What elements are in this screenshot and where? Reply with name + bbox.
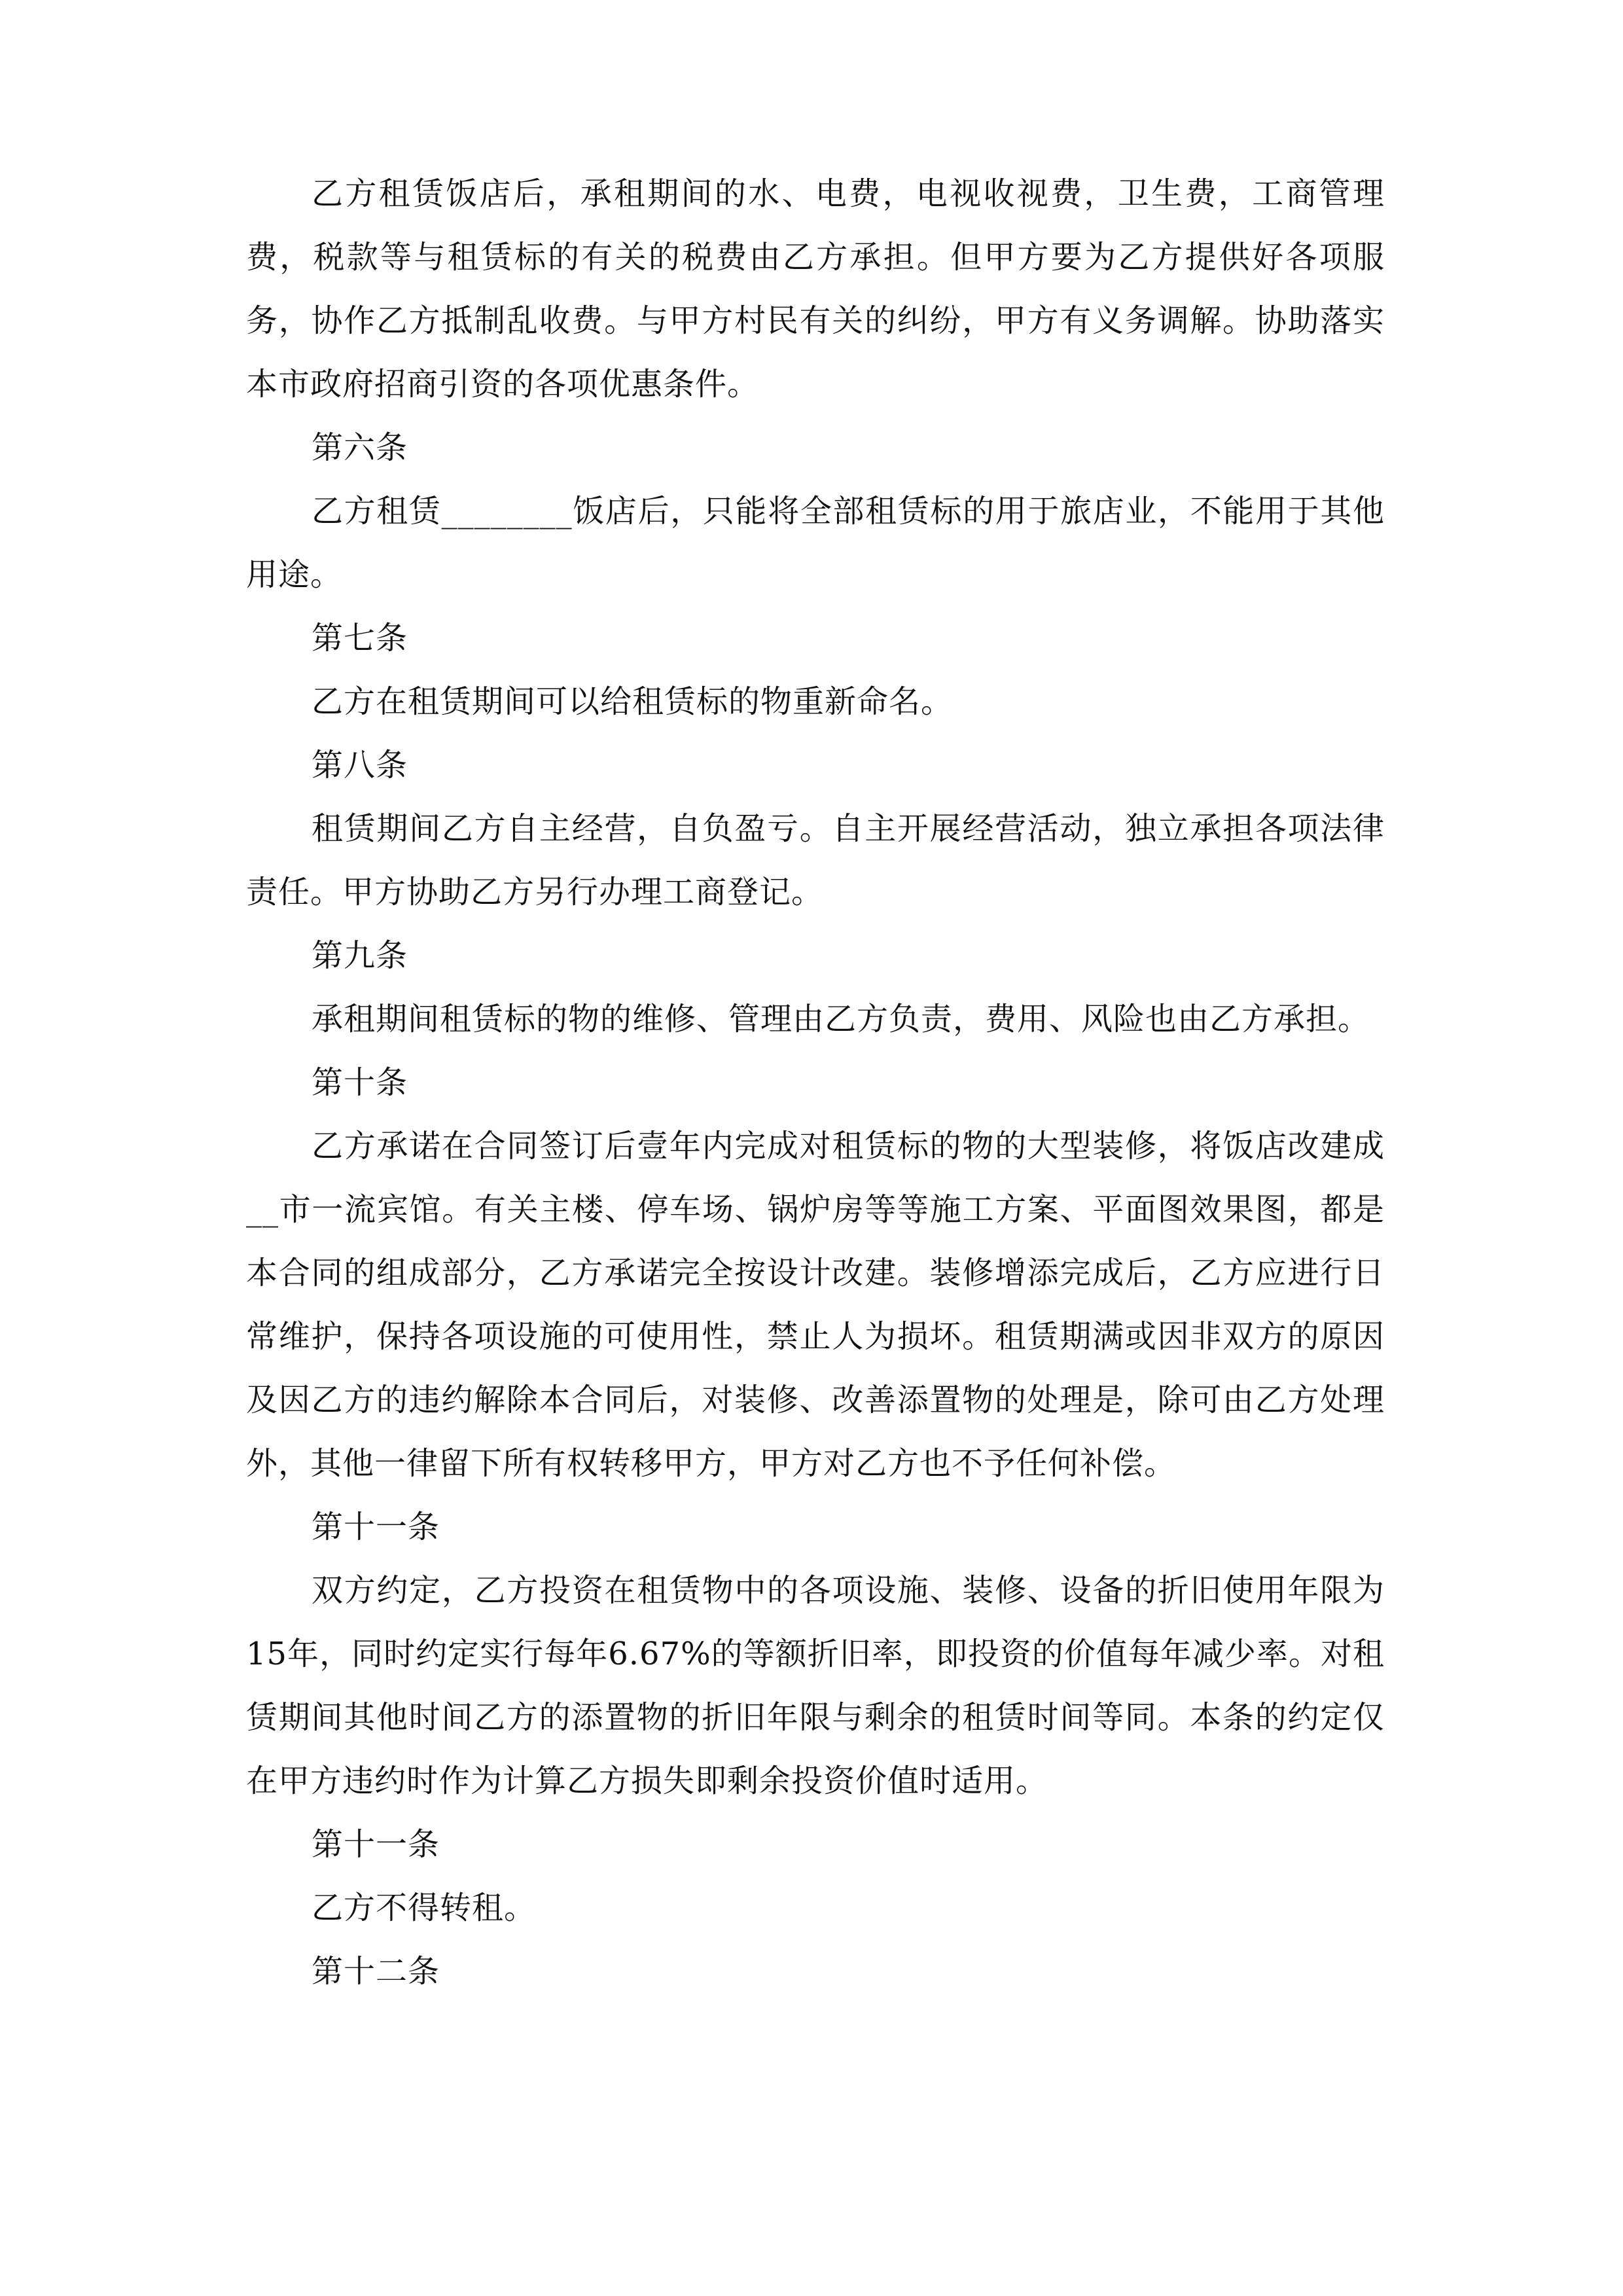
- article-11-heading-repeat: 第十一条: [312, 1826, 440, 1863]
- paragraph-taxes-and-fees: 乙方租赁饭店后，承租期间的水、电费，电视收视费，卫生费，工商管理费，税款等与租赁标的有关的税费由乙方承担。但甲方要为乙方提供好各项服务，协作乙方抵制乱收费。与甲方村民有关的纠纷，甲方有义务调解。协助落实本市政府招商引资的各项优惠条件。: [246, 175, 1385, 403]
- article-12-heading: 第十二条: [312, 1953, 440, 1990]
- article-9-heading: 第九条: [312, 937, 408, 974]
- paragraph-usage-restriction: 乙方租赁________饭店后，只能将全部租赁标的用于旅店业，不能用于其他用途。: [246, 493, 1385, 593]
- paragraph-self-operation: 租赁期间乙方自主经营，自负盈亏。自主开展经营活动，独立承担各项法律责任。甲方协助乙方另行办理工商登记。: [246, 810, 1385, 910]
- paragraph-depreciation: 双方约定，乙方投资在租赁物中的各项设施、装修、设备的折旧使用年限为15年，同时约定实行每年6.67%的等额折旧率，即投资的价值每年减少率。对租赁期间其他时间乙方的添置物的折旧年限与剩余的租赁时间等同。本条的约定仅在甲方违约时作为计算乙方损失即剩余投资价值时适用。: [246, 1572, 1385, 1799]
- article-11-heading: 第十一条: [312, 1509, 440, 1545]
- paragraph-renovation: 乙方承诺在合同签订后壹年内完成对租赁标的物的大型装修，将饭店改建成__市一流宾馆。有关主楼、停车场、锅炉房等等施工方案、平面图效果图，都是本合同的组成部分，乙方承诺完全按设计改建。装修增添完成后，乙方应进行日常维护，保持各项设施的可使用性，禁止人为损坏。租赁期满或因非双方的原因及因乙方的违约解除本合同后，对装修、改善添置物的处理是，除可由乙方处理外，其他一律留下所有权转移甲方，甲方对乙方也不予任何补偿。: [246, 1128, 1385, 1482]
- article-6-heading: 第六条: [312, 429, 408, 466]
- document-body: [246, 162, 1385, 2003]
- article-10-heading: 第十条: [312, 1064, 408, 1101]
- article-7-heading: 第七条: [312, 620, 408, 656]
- paragraph-maintenance: 承租期间租赁标的物的维修、管理由乙方负责，费用、风险也由乙方承担。: [312, 1001, 1370, 1037]
- paragraph-renaming: 乙方在租赁期间可以给租赁标的物重新命名。: [312, 683, 954, 720]
- paragraph-no-sublease: 乙方不得转租。: [312, 1890, 537, 1926]
- article-8-heading: 第八条: [312, 747, 408, 783]
